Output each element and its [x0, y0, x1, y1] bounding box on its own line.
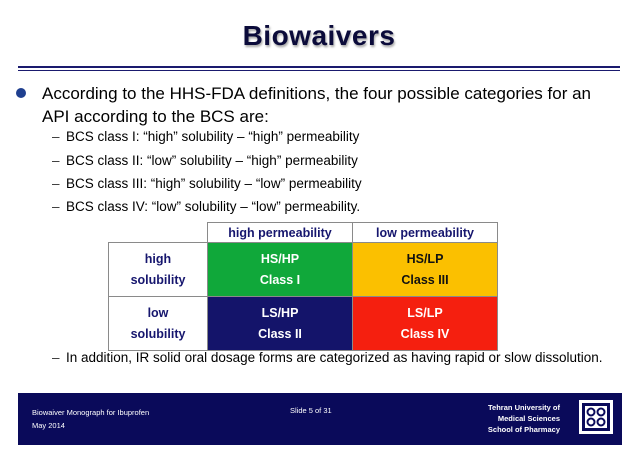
cell-class-1: HS/HP Class I — [208, 243, 353, 297]
dash-icon: – — [52, 129, 60, 144]
sub-bullet-class-2: – BCS class II: “low” solubility – “high” permeability — [52, 153, 358, 168]
title-divider — [18, 66, 620, 68]
dash-icon: – — [52, 176, 60, 191]
sub-bullet-class-4: – BCS class IV: “low” solubility – “low” permeability. — [52, 199, 361, 214]
sub-bullet-class-3: – BCS class III: “high” solubility – “low” permeability — [52, 176, 362, 191]
main-bullet-text: According to the HHS-FDA definitions, the four possible categories for an API according to the BCS are: — [42, 84, 592, 126]
table-corner — [109, 223, 208, 243]
footer-doc-title: Biowaiver Monograph for Ibuprofen — [32, 408, 150, 417]
footer-organization: Tehran University of Medical Sciences School of Pharmacy — [487, 403, 560, 434]
dash-icon: – — [52, 153, 60, 168]
university-logo-icon — [578, 399, 614, 435]
bullet-dot-icon — [16, 88, 26, 98]
footer-doc-info — [32, 406, 149, 432]
sub-bullet-class-1: – BCS class I: “high” solubility – “high” permeability — [52, 129, 360, 144]
dash-icon: – — [52, 199, 60, 214]
cell-class-2: LS/HP Class II — [208, 297, 353, 351]
row-header-high-solubility: high solubility — [109, 243, 208, 297]
col-header-high-permeability: high permeability — [208, 223, 353, 243]
cell-class-3: HS/LP Class III — [353, 243, 498, 297]
sub-bullet-dissolution: – In addition, IR solid oral dosage forms are categorized as having rapid or slow dissolution. — [66, 348, 606, 368]
cell-class-4: LS/LP Class IV — [353, 297, 498, 351]
bcs-classification-table — [108, 222, 498, 351]
slide-title: Biowaivers — [242, 20, 396, 51]
row-header-low-solubility: low solubility — [109, 297, 208, 351]
col-header-low-permeability: low permeability — [353, 223, 498, 243]
title-divider-thin — [18, 70, 620, 71]
main-bullet — [16, 82, 616, 128]
slide-number: Slide 5 of 31 — [290, 406, 332, 415]
slide-footer — [18, 393, 622, 445]
footer-date: May 2014 — [32, 421, 65, 430]
dash-icon: – — [52, 350, 60, 365]
